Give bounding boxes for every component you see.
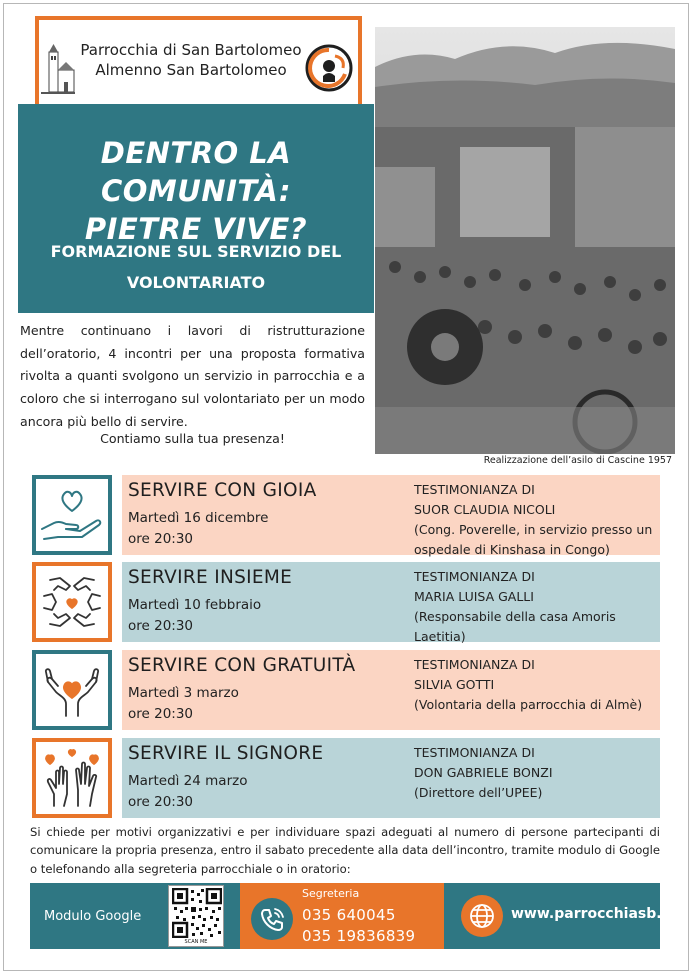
church-icon	[40, 42, 76, 100]
event-1-card	[122, 475, 660, 555]
heart-hand-icon	[36, 479, 108, 551]
event-4-testimony	[414, 743, 658, 803]
website-link[interactable]: www.parrocchiasb.it	[511, 906, 674, 922]
event-3-testimony-label: TESTIMONIANZA DI	[414, 657, 535, 672]
event-4-testimony-label: TESTIMONIANZA DI	[414, 745, 535, 760]
title-block	[18, 104, 374, 313]
event-3-icon-box	[32, 650, 112, 730]
event-4-detail: (Direttore dell’UPEE)	[414, 785, 543, 800]
event-4-title: SERVIRE IL SIGNORE	[128, 743, 324, 764]
event-2-testimony-label: TESTIMONIANZA DI	[414, 569, 535, 584]
event-3-date: Martedì 3 marzo	[128, 685, 239, 701]
intro-text: Mentre continuano i lavori di ristrutturazione dell’oratorio, 4 incontri per una proposta formativa rivolta a quanti svolgono un servizio in parrocchia e a coloro che si interrogano sul volontariato per un modo ancora più bello di servire.	[20, 323, 365, 429]
globe-icon[interactable]	[461, 895, 503, 937]
event-2-time: ore 20:30	[128, 618, 194, 634]
phone-glyph-icon	[251, 898, 293, 940]
event-2-title: SERVIRE INSIEME	[128, 567, 293, 588]
main-title-line-2: PIETRE VIVE?	[84, 212, 308, 246]
event-2-when	[128, 595, 261, 637]
parish-name	[78, 40, 304, 80]
qr-caption: SCAN ME	[184, 939, 208, 945]
event-2-date: Martedì 10 febbraio	[128, 597, 262, 613]
event-3-title: SERVIRE CON GRATUITÀ	[128, 655, 356, 676]
event-2-testimony	[414, 567, 658, 647]
event-3-testimony	[414, 655, 658, 715]
event-3-detail: (Volontaria della parrocchia di Almè)	[414, 697, 643, 712]
event-4-icon-box	[32, 738, 112, 818]
phone-number-2[interactable]: 035 19836839	[302, 927, 416, 945]
google-form-label: Modulo Google	[44, 909, 142, 924]
event-2-card	[122, 562, 660, 642]
subtitle	[18, 236, 374, 298]
parish-line-2: Almenno San Bartolomeo	[95, 61, 287, 79]
qr-code[interactable]	[168, 885, 224, 947]
event-4-speaker: DON GABRIELE BONZI	[414, 765, 553, 780]
main-title	[18, 134, 374, 248]
event-1-testimony-label: TESTIMONIANZA DI	[414, 482, 535, 497]
registration-notice: Si chiede per motivi organizzativi e per individuare spazi adeguati al numero di persone partecipanti di comunicare la propria presenza, entro il sabato precedente alla data dell’incontro, tramite modulo di Google o telefonando alla segreteria parrocchiale o in oratorio:	[30, 825, 660, 876]
event-2-icon-box	[32, 562, 112, 642]
event-3-speaker: SILVIA GOTTI	[414, 677, 495, 692]
event-1-icon-box	[32, 475, 112, 555]
oratorio-logo-icon	[305, 44, 353, 92]
event-2-speaker: MARIA LUISA GALLI	[414, 589, 534, 604]
open-hands-heart-icon	[36, 654, 108, 726]
event-1-testimony	[414, 480, 658, 560]
phone-icon[interactable]	[251, 898, 293, 940]
qr-code-icon	[172, 888, 222, 938]
event-1-date: Martedì 16 dicembre	[128, 510, 269, 526]
phone-number-1[interactable]: 035 640045	[302, 906, 396, 924]
secretary-label: Segreteria	[302, 887, 360, 900]
event-1-title: SERVIRE CON GIOIA	[128, 480, 317, 501]
event-2-detail: (Responsabile della casa Amoris Laetitia)	[414, 609, 616, 644]
subtitle-line-2: VOLONTARIATO	[126, 273, 266, 292]
event-3-time: ore 20:30	[128, 706, 194, 722]
main-title-line-1: DENTRO LA COMUNITÀ:	[100, 136, 292, 208]
event-1-time: ore 20:30	[128, 531, 194, 547]
event-4-card	[122, 738, 660, 818]
event-4-when	[128, 771, 247, 813]
photo-caption: Realizzazione dell’asilo di Cascine 1957	[483, 455, 672, 466]
event-1-speaker: SUOR CLAUDIA NICOLI	[414, 502, 556, 517]
event-1-detail: (Cong. Poverelle, in servizio presso un ospedale di Kinshasa in Congo)	[414, 522, 653, 557]
globe-glyph-icon	[461, 895, 503, 937]
historic-photo	[375, 27, 675, 454]
intro-note: Contiamo sulla tua presenza!	[100, 431, 285, 446]
raised-hands-hearts-icon	[36, 742, 108, 814]
event-4-date: Martedì 24 marzo	[128, 773, 248, 789]
subtitle-line-1: FORMAZIONE SUL SERVIZIO DEL	[50, 242, 342, 261]
event-4-time: ore 20:30	[128, 794, 194, 810]
event-3-when	[128, 683, 239, 725]
event-1-when	[128, 508, 268, 550]
parish-line-1: Parrocchia di San Bartolomeo	[80, 41, 302, 59]
event-3-card	[122, 650, 660, 730]
joined-hands-icon	[36, 566, 108, 638]
